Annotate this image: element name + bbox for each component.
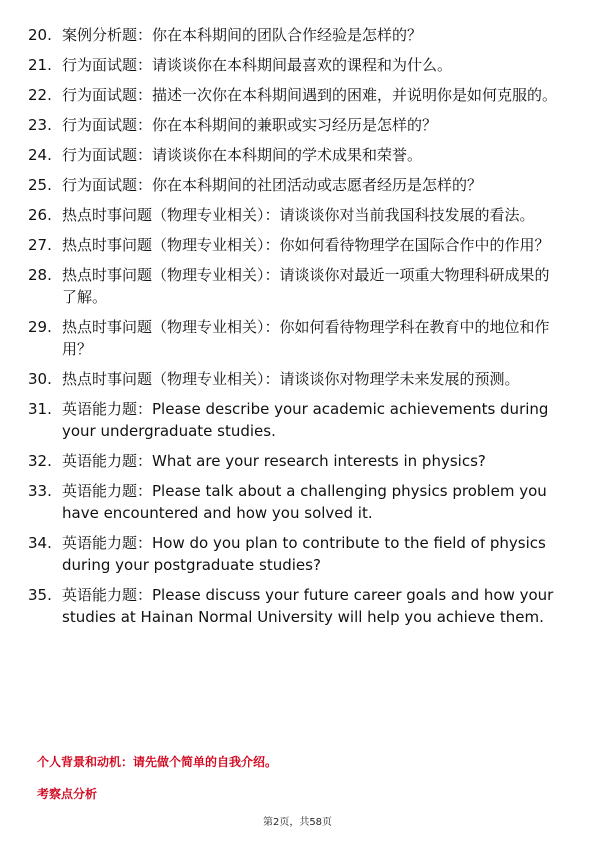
list-item [28,398,558,442]
question-text: 英语能力题：How do you plan to contribute to the field of physics during your postgraduate studies? [62,534,546,574]
question-number: 23. [28,116,52,134]
question-number: 27. [28,236,52,254]
question-text: 热点时事问题（物理专业相关）：请谈谈你对当前我国科技发展的看法。 [62,206,535,224]
list-item [28,532,558,576]
list-item [28,234,558,256]
list-item [28,174,558,196]
list-item [28,316,558,360]
question-number: 21. [28,56,52,74]
question-text: 行为面试题：请谈谈你在本科期间的学术成果和荣誉。 [62,146,423,164]
question-text: 英语能力题：Please talk about a challenging physics problem you have encountered and how you solved it. [62,482,547,522]
question-number: 33. [28,482,52,500]
question-number: 29. [28,318,52,336]
question-number: 24. [28,146,52,164]
question-text: 行为面试题：请谈谈你在本科期间最喜欢的课程和为什么。 [62,56,453,74]
list-item [28,450,558,472]
question-number: 22. [28,86,52,104]
question-text: 行为面试题：你在本科期间的社团活动或志愿者经历是怎样的？ [62,176,483,194]
list-item [28,144,558,166]
question-text: 英语能力题：What are your research interests in physics? [62,452,486,470]
page-footer: 第2页，共58页 [262,817,333,828]
question-text: 英语能力题：Please describe your academic achievements during your undergraduate studies. [62,400,549,440]
question-number: 25. [28,176,52,194]
list-item [28,264,558,308]
question-text: 热点时事问题（物理专业相关）：请谈谈你对物理学未来发展的预测。 [62,370,520,388]
question-text: 行为面试题：你在本科期间的兼职或实习经历是怎样的？ [62,116,438,134]
question-number: 30. [28,370,52,388]
list-item [28,114,558,136]
section-heading: 个人背景和动机：请先做个简单的自我介绍。 [37,755,278,769]
question-number: 31. [28,400,52,418]
list-item [28,480,558,524]
list-item [28,24,558,46]
list-item [28,54,558,76]
question-text: 热点时事问题（物理专业相关）：你如何看待物理学科在教育中的地位和作用？ [62,318,550,358]
question-list [28,24,558,636]
section-subheading: 考察点分析 [37,787,98,801]
question-number: 20. [28,26,52,44]
list-item [28,84,558,106]
list-item [28,584,558,628]
question-text: 热点时事问题（物理专业相关）：你如何看待物理学在国际合作中的作用？ [62,236,550,254]
list-item [28,204,558,226]
question-number: 26. [28,206,52,224]
question-number: 32. [28,452,52,470]
list-item [28,368,558,390]
question-text: 行为面试题：描述一次你在本科期间遇到的困难，并说明你是如何克服的。 [62,86,558,104]
question-number: 34. [28,534,52,552]
question-number: 28. [28,266,52,284]
question-text: 案例分析题：你在本科期间的团队合作经验是怎样的？ [62,26,423,44]
question-number: 35. [28,586,52,604]
question-text: 热点时事问题（物理专业相关）：请谈谈你对最近一项重大物理科研成果的了解。 [62,266,550,306]
question-text: 英语能力题：Please discuss your future career goals and how your studies at Hainan Normal University will help you achieve them. [62,586,554,626]
